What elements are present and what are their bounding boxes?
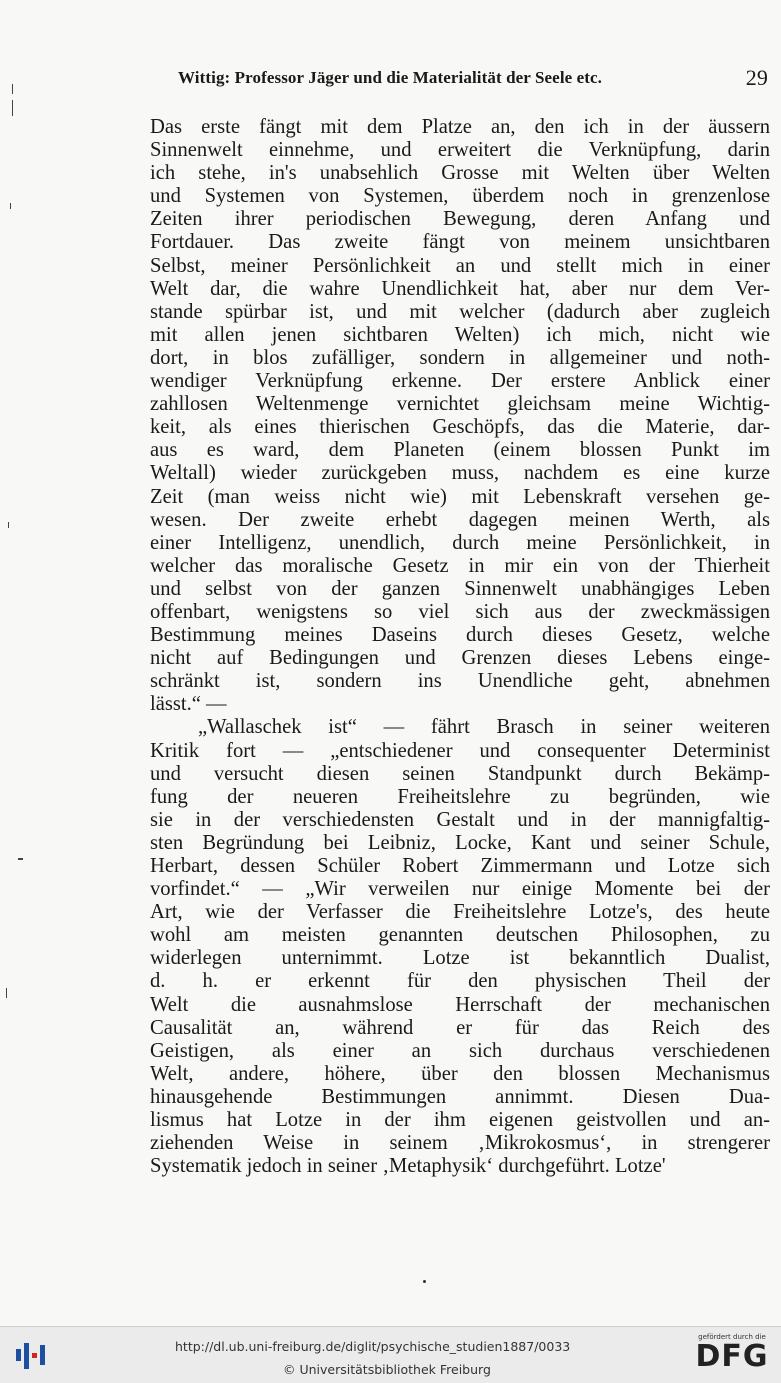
text-line: ich stehe, in's unabsehlich Grosse mit Welten über Welten (150, 162, 770, 185)
text-line: wendiger Verknüpfung erkenne. Der erstere Anblick einer (150, 370, 770, 393)
margin-mark (6, 988, 7, 998)
text-line: hinausgehende Bestimmungen annimmt. Diesen Dua- (150, 1085, 770, 1108)
text-line: und versucht diesen seinen Standpunkt durch Bekämp- (150, 762, 770, 785)
text-line: Geistigen, als einer an sich durchaus verschiedenen (150, 1039, 770, 1062)
margin-mark (10, 203, 11, 209)
text-line: ziehenden Weise in seinem ‚Mikrokosmus‘, in strengerer (150, 1132, 770, 1155)
dfg-caption: gefördert durch die (698, 1333, 766, 1341)
text-line: wesen. Der zweite erhebt dagegen meinen Werth, als (150, 508, 770, 531)
text-line: Welt dar, die wahre Unendlichkeit hat, aber nur dem Ver- (150, 277, 770, 300)
text-line: d. h. er erkennt für den physischen Theil der (150, 970, 770, 993)
margin-mark (12, 100, 13, 116)
text-line: einer Intelligenz, unendlich, durch meine Persönlichkeit, in (150, 531, 770, 554)
source-url-link[interactable]: http://dl.ub.uni-freiburg.de/diglit/psychische_studien1887/0033 (175, 1339, 571, 1354)
text-line: Welt, andere, höhere, über den blossen Mechanismus (150, 1062, 770, 1085)
running-head (178, 60, 768, 96)
text-line: stande spürbar ist, und mit welcher (dadurch aber zugleich (150, 300, 770, 323)
text-line: fung der neueren Freiheitslehre zu begründen, wie (150, 785, 770, 808)
margin-mark (8, 522, 9, 528)
dfg-logo-text: DFG (695, 1339, 769, 1374)
text-line: Causalität an, während er für das Reich des (150, 1016, 770, 1039)
text-line: Welt die ausnahmslose Herrschaft der mechanischen (150, 993, 770, 1016)
text-line: sten Begründung bei Leibniz, Locke, Kant und seiner Schule, (150, 831, 770, 854)
text-line: lässt.“ — (150, 693, 227, 716)
text-line: Kritik fort — „entschiedener und consequenter Determinist (150, 739, 770, 762)
text-line: keit, als eines thierischen Geschöpfs, das die Materie, dar- (150, 416, 770, 439)
text-line: offenbart, wenigstens so viel sich aus der zweckmässigen (150, 600, 770, 623)
text-line: Zeit (man weiss nicht wie) mit Lebenskraft versehen ge- (150, 485, 770, 508)
text-line: vorfindet.“ — „Wir verweilen nur einige Momente bei der (150, 878, 770, 901)
viewer-footer (0, 1326, 781, 1383)
margin-mark (12, 84, 13, 94)
text-line: Bestimmung meines Daseins durch dieses Gesetz, welche (150, 624, 770, 647)
text-line: Zeiten ihrer periodischen Bewegung, deren Anfang und (150, 208, 770, 231)
text-line: zahllosen Weltenmenge vernichtet gleichsam meine Wichtig- (150, 393, 770, 416)
page-speck (423, 1280, 426, 1283)
dfg-logo (690, 1333, 774, 1379)
text-line: „Wallaschek ist“ — fährt Brasch in seiner weiteren (198, 716, 770, 739)
text-line: dort, in blos zufälliger, sondern in allgemeiner und noth- (150, 346, 770, 369)
text-line: Das erste fängt mit dem Platze an, den ich in der äussern (150, 116, 770, 138)
text-line: Fortdauer. Das zweite fängt von meinem unsichtbaren (150, 231, 770, 254)
margin-mark (18, 858, 23, 860)
text-line: widerlegen unternimmt. Lotze ist bekanntlich Dualist, (150, 947, 770, 970)
copyright-notice: © Universitätsbibliothek Freiburg (283, 1362, 491, 1377)
body-text (150, 116, 770, 1178)
text-line: aus es ward, dem Planeten (einem blossen Punkt im (150, 439, 770, 462)
text-line: Herbart, dessen Schüler Robert Zimmermann und Lotze sich (150, 855, 770, 877)
text-line: lismus hat Lotze in der ihm eigenen geistvollen und an- (150, 1109, 770, 1132)
ub-freiburg-logo-icon (12, 1335, 52, 1375)
text-line: mit allen jenen sichtbaren Welten) ich mich, nicht wie (150, 323, 770, 346)
page-number: 29 (745, 65, 768, 90)
text-line: und Systemen von Systemen, überdem noch in grenzenlose (150, 185, 770, 208)
text-line: Selbst, meiner Persönlichkeit an und stellt mich in einer (150, 254, 770, 277)
text-line: Sinnenwelt einnehme, und erweitert die Verknüpfung, darin (150, 139, 770, 162)
running-head-title: Wittig: Professor Jäger und die Materialität der Seele etc. (178, 68, 603, 87)
text-line: Systematik jedoch in seiner ‚Metaphysik‘ durchgeführt. Lotze' (150, 1155, 666, 1178)
text-line: und selbst von der ganzen Sinnenwelt unabhängiges Leben (150, 577, 770, 600)
text-line: nicht auf Bedingungen und Grenzen dieses Lebens einge- (150, 647, 770, 670)
text-line: wohl am meisten genannten deutschen Philosophen, zu (150, 924, 770, 947)
text-line: Art, wie der Verfasser die Freiheitslehre Lotze's, des heute (150, 901, 770, 924)
text-line: schränkt ist, sondern ins Unendliche geht, abnehmen (150, 670, 770, 693)
text-line: Weltall) wieder zurückgeben muss, nachdem es eine kurze (150, 462, 770, 485)
text-line: sie in der verschiedensten Gestalt und in der mannigfaltig- (150, 808, 770, 831)
text-line: welcher das moralische Gesetz in mir ein von der Thierheit (150, 554, 770, 577)
